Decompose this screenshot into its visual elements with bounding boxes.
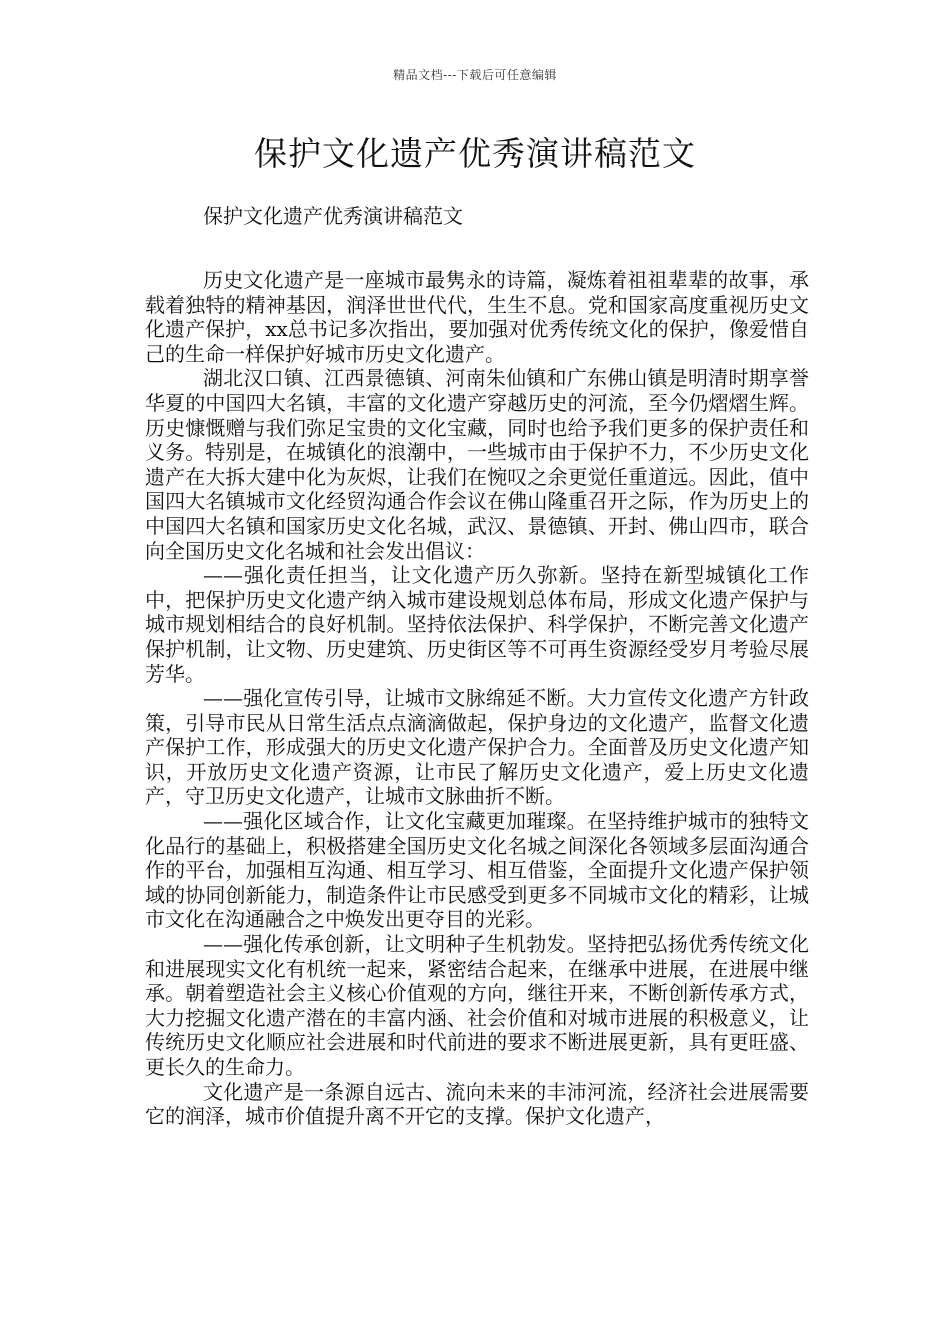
paragraph: 湖北汉口镇、江西景德镇、河南朱仙镇和广东佛山镇是明清时期享誉华夏的中国四大名镇，丰富的文化遗产穿越历史的河流，至今仍熠熠生辉。历史慷慨赠与我们弥足宝贵的文化宝藏，同时也给予我们更多的保护责任和义务。特别是，在城镇化的浪潮中，一些城市由于保护不力，不少历史文化遗产在大拆大建中化为灰烬，让我们在惋叹之余更觉任重道远。因此，值中国四大名镇城市文化经贸沟通合作会议在佛山隆重召开之际，作为历史上的中国四大名镇和国家历史文化名城，武汉、景德镇、开封、佛山四市，联合向全国历史文化名城和社会发出倡议： [145, 366, 809, 563]
document-body [145, 268, 809, 1129]
paragraph: ——强化传承创新，让文明种子生机勃发。坚持把弘扬优秀传统文化和进展现实文化有机统一起来，紧密结合起来，在继承中进展，在进展中继承。朝着塑造社会主义核心价值观的方向，继往开来，不断创新传承方式，大力挖掘文化遗产潜在的丰富内涵、社会价值和对城市进展的积极意义，让传统历史文化顺应社会进展和时代前进的要求不断进展更新，具有更旺盛、更长久的生命力。 [145, 932, 809, 1079]
paragraph: 文化遗产是一条源自远古、流向未来的丰沛河流，经济社会进展需要它的润泽，城市价值提升离不开它的支撑。保护文化遗产， [145, 1079, 809, 1129]
paragraph: 历史文化遗产是一座城市最隽永的诗篇，凝炼着祖祖辈辈的故事，承载着独特的精神基因，润泽世世代代，生生不息。党和国家高度重视历史文化遗产保护，xx总书记多次指出，要加强对优秀传统文化的保护，像爱惜自己的生命一样保护好城市历史文化遗产。 [145, 268, 809, 366]
document-title: 保护文化遗产优秀演讲稿范文 [254, 134, 696, 173]
paragraph: ——强化区域合作，让文化宝藏更加璀璨。在坚持维护城市的独特文化品行的基础上，积极搭建全国历史文化名城之间深化各领域多层面沟通合作的平台，加强相互沟通、相互学习、相互借鉴，全面提升文化遗产保护领域的协同创新能力，制造条件让市民感受到更多不同城市文化的精彩，让城市文化在沟通融合之中焕发出更夺目的光彩。 [145, 809, 809, 932]
header-note: 精品文档---下载后可任意编辑 [393, 68, 557, 82]
paragraph: ——强化宣传引导，让城市文脉绵延不断。大力宣传文化遗产方针政策，引导市民从日常生活点点滴滴做起，保护身边的文化遗产，监督文化遗产保护工作，形成强大的历史文化遗产保护合力。全面普及历史文化遗产知识，开放历史文化遗产资源，让市民了解历史文化遗产，爱上历史文化遗产，守卫历史文化遗产，让城市文脉曲折不断。 [145, 686, 809, 809]
document-subtitle: 保护文化遗产优秀演讲稿范文 [203, 204, 463, 228]
paragraph: ——强化责任担当，让文化遗产历久弥新。坚持在新型城镇化工作中，把保护历史文化遗产纳入城市建设规划总体布局，形成文化遗产保护与城市规划相结合的良好机制。坚持依法保护、科学保护，不断完善文化遗产保护机制，让文物、历史建筑、历史街区等不可再生资源经受岁月考验尽展芳华。 [145, 563, 809, 686]
